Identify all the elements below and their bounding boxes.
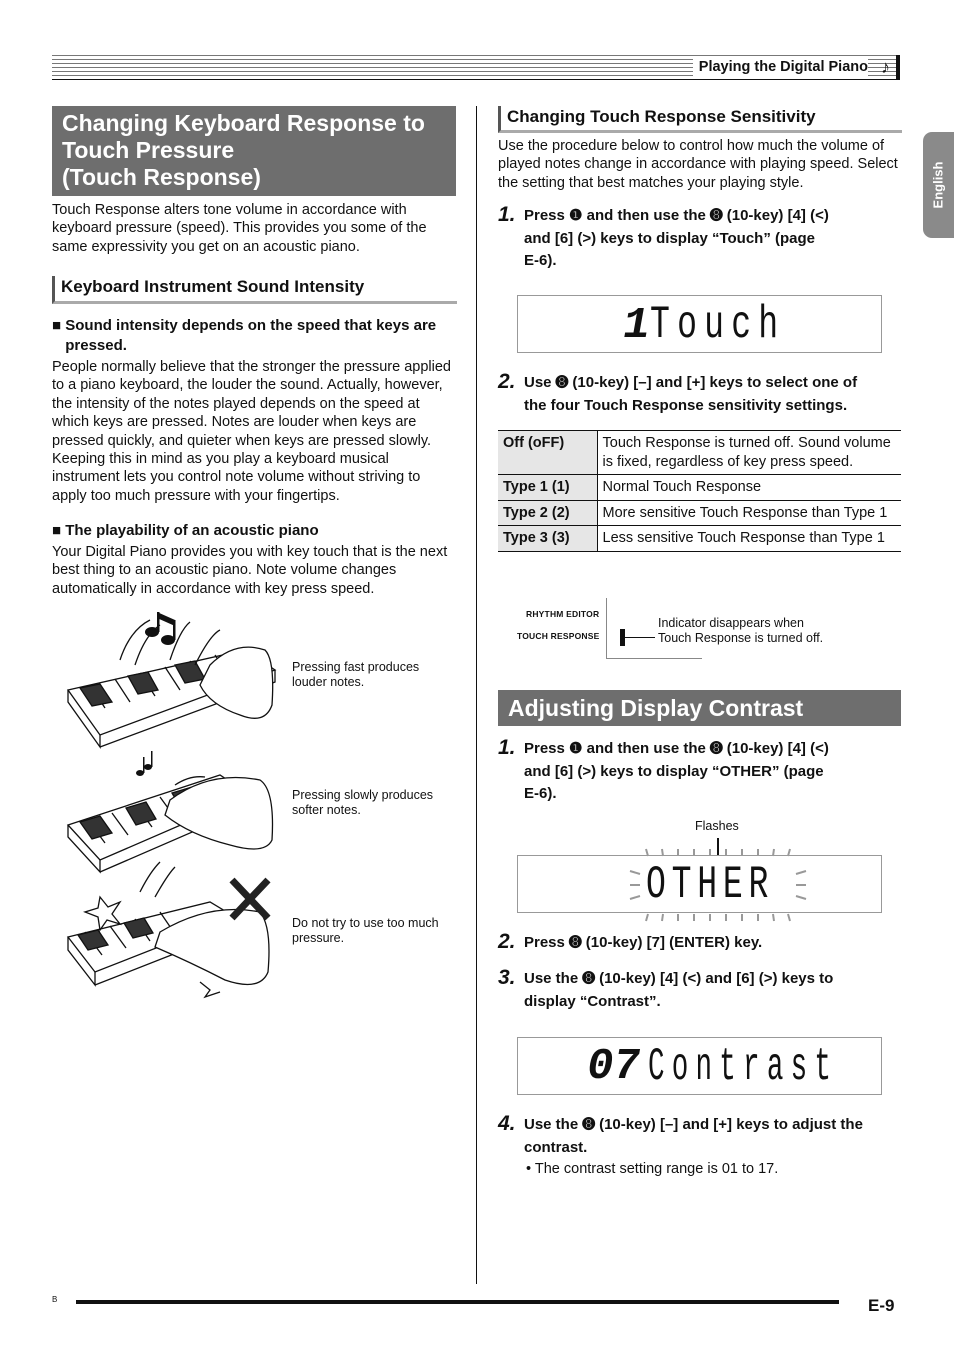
block-body: Your Digital Piano provides you with key touch that is the next best thing to an acoustic piano. Note volume changes automatically in accordance with key press speed. — [52, 544, 448, 597]
table-row — [498, 500, 901, 526]
piano-pressure-illustration — [68, 862, 269, 997]
lcd-other — [517, 855, 882, 913]
piano-slow-illustration — [68, 751, 273, 872]
footer-bar — [76, 1300, 839, 1304]
indicator-note: Indicator disappears when Touch Response is turned off. — [658, 616, 824, 645]
language-tab — [923, 132, 954, 238]
indicator-label-touch: TOUCH RESPONSE — [517, 631, 600, 641]
flashes-label: Flashes — [695, 819, 739, 833]
caption-slow: Pressing slowly produces softer notes. — [292, 788, 434, 817]
table-value: Less sensitive Touch Response than Type 1 — [597, 526, 901, 552]
table-key: Type 2 (2) — [498, 500, 597, 526]
block-heading: ■ Sound intensity depends on the speed that keys are pressed. — [52, 317, 437, 354]
lcd-touch-prefix: 1 — [618, 301, 654, 351]
square-bullet-icon: ■ — [52, 317, 62, 334]
banner-line: Changing Keyboard Response to — [62, 110, 425, 136]
section-title-display-contrast: Adjusting Display Contrast — [498, 690, 901, 726]
contrast-range-note: • The contrast setting range is 01 to 17. — [526, 1161, 779, 1177]
music-note-icon: ♪ — [881, 57, 890, 77]
step-number: 2. — [498, 370, 516, 393]
table-value: Touch Response is turned off. Sound volume is fixed, regardless of key press speed. — [597, 431, 901, 475]
piano-illustrations — [60, 610, 285, 1000]
touch-settings-table — [498, 430, 901, 552]
bullet-icon: • — [526, 1161, 532, 1177]
table-value: More sensitive Touch Response than Type 1 — [597, 500, 901, 526]
lcd-contrast — [517, 1037, 882, 1095]
indicator-label-rhythm: RHYTHM EDITOR — [526, 609, 600, 619]
table-row — [498, 475, 901, 501]
indicator-diagram — [498, 596, 902, 664]
step-text: Press ➑ (10-key) [7] (ENTER) key. — [524, 934, 763, 951]
step-text: Press ❶ and then use the ➑ (10-key) [4] (<) and [6] (>) keys to display “OTHER” (page E-6). — [524, 740, 829, 802]
banner-line: (Touch Response) — [62, 164, 261, 190]
footer-code: B — [52, 1295, 58, 1304]
column-divider — [476, 106, 477, 1284]
banner-line: Touch Pressure — [62, 137, 235, 163]
step-text: Use the ➑ (10-key) [4] (<) and [6] (>) keys to display “Contrast”. — [524, 970, 834, 1010]
table-key: Off (oFF) — [498, 431, 597, 475]
lcd-touch-text: Touch — [650, 299, 786, 351]
lcd-contrast-prefix: 07 — [582, 1042, 645, 1092]
square-bullet-icon: ■ — [52, 522, 62, 539]
subheading-sound-intensity: Keyboard Instrument Sound Intensity — [52, 276, 457, 304]
section-title-touch-response — [52, 106, 456, 196]
table-row — [498, 431, 901, 475]
subheading-touch-sensitivity: Changing Touch Response Sensitivity — [498, 106, 902, 133]
language-tab-label: English — [930, 161, 946, 209]
step-number: 1. — [498, 736, 516, 759]
page-header — [52, 55, 900, 81]
step-number: 2. — [498, 930, 516, 953]
step-text: Press ❶ and then use the ➑ (10-key) [4] (<) and [6] (>) keys to display “Touch” (page E-6). — [524, 207, 829, 269]
table-value: Normal Touch Response — [597, 475, 901, 501]
table-row — [498, 526, 901, 552]
header-end-bar — [896, 55, 900, 80]
table-key: Type 3 (3) — [498, 526, 597, 552]
step-number: 1. — [498, 203, 516, 226]
block-heading: ■ The playability of an acoustic piano — [52, 522, 319, 539]
step-number: 4. — [498, 1112, 516, 1135]
page-number: E-9 — [868, 1296, 895, 1315]
lcd-contrast-text: Contrast — [648, 1041, 839, 1093]
step-number: 3. — [498, 966, 516, 989]
block-body: People normally believe that the stronger the pressure applied to a piano keyboard, the louder the sound. Actually, however, the intensity of the notes played depends on the speed at which keys are pressed. Notes are louder when keys are pressed quickly, and quieter when keys are pressed slowly. Keeping this in mind as you play a keyboard musical instrument lets you control note volume without striving to apply too much pressure with your fingertips. — [52, 359, 451, 504]
caption-fast: Pressing fast produces louder notes. — [292, 660, 420, 689]
step-text: Use the ➑ (10-key) [–] and [+] keys to adjust the contrast. — [524, 1116, 863, 1156]
touch-intro: Touch Response alters tone volume in accordance with keyboard pressure (speed). This provides you some of the same expressivity you get on an acoustic piano. — [52, 202, 427, 255]
caption-pressure: Do not try to use too much pressure. — [292, 916, 439, 945]
step-text: Use ➑ (10-key) [–] and [+] keys to select one of the four Touch Response sensitivity settings. — [524, 374, 858, 414]
table-key: Type 1 (1) — [498, 475, 597, 501]
touch-sensitivity-intro: Use the procedure below to control how much the volume of played notes change in accordance with playing speed. Select the setting that best matches your playing style. — [498, 138, 898, 191]
lcd-touch — [517, 295, 882, 353]
piano-fast-illustration — [68, 612, 275, 747]
lcd-other-text: OTHER — [646, 859, 775, 911]
header-title: Playing the Digital Piano — [693, 58, 868, 77]
